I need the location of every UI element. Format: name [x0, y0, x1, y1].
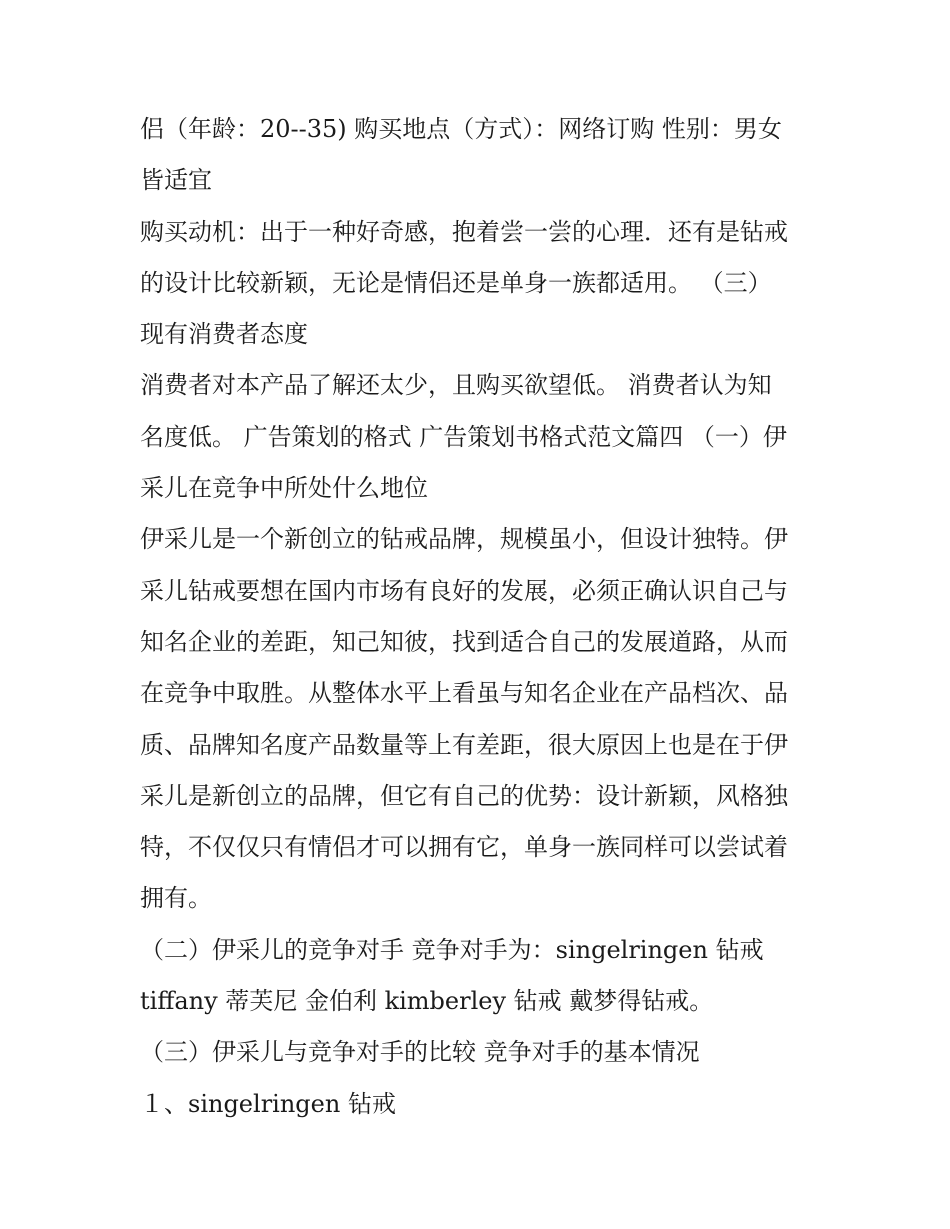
- text-line: 特，不仅仅只有情侣才可以拥有它，单身一族同样可以尝试着: [140, 833, 788, 862]
- text-line: 购买动机：出于一种好奇感，抱着尝一尝的心理．还有是钻戒: [140, 217, 788, 246]
- body-text: [140, 104, 820, 1130]
- text-line: tiffany 蒂芙尼 金伯利 kimberley 钻戒 戴梦得钻戒。: [140, 987, 714, 1016]
- text-line: 侣（年龄：20--35) 购买地点（方式）：网络订购 性别：男女: [140, 115, 782, 143]
- text-line: 皆适宜: [140, 166, 212, 195]
- text-line: 在竞争中取胜。从整体水平上看虽与知名企业在产品档次、品: [140, 679, 788, 708]
- text-line: 采儿在竞争中所处什么地位: [140, 474, 428, 503]
- text-line: （二）伊采儿的竞争对手 竞争对手为：singelringen 钻戒: [140, 935, 764, 964]
- text-line: １、singelringen 钻戒: [140, 1089, 396, 1118]
- text-line: 采儿是新创立的品牌，但它有自己的优势：设计新颖，风格独: [140, 781, 788, 810]
- text-line: 拥有。: [140, 884, 212, 913]
- text-line: 现有消费者态度: [140, 320, 308, 349]
- text-line: 伊采儿是一个新创立的钻戒品牌，规模虽小，但设计独特。伊: [140, 525, 788, 554]
- text-line: 消费者对本产品了解还太少，且购买欲望低。 消费者认为知: [140, 371, 772, 400]
- text-line: 质、品牌知名度产品数量等上有差距，很大原因上也是在于伊: [140, 730, 788, 759]
- text-line: 采儿钻戒要想在国内市场有良好的发展，必须正确认识自己与: [140, 576, 788, 605]
- text-line: （三）伊采儿与竞争对手的比较 竞争对手的基本情况: [140, 1038, 700, 1067]
- text-line: 名度低。 广告策划的格式 广告策划书格式范文篇四 （一）伊: [140, 422, 787, 451]
- text-line: 的设计比较新颖，无论是情侣还是单身一族都适用。 （三）: [140, 268, 772, 297]
- text-line: 知名企业的差距，知己知彼，找到适合自己的发展道路，从而: [140, 627, 788, 656]
